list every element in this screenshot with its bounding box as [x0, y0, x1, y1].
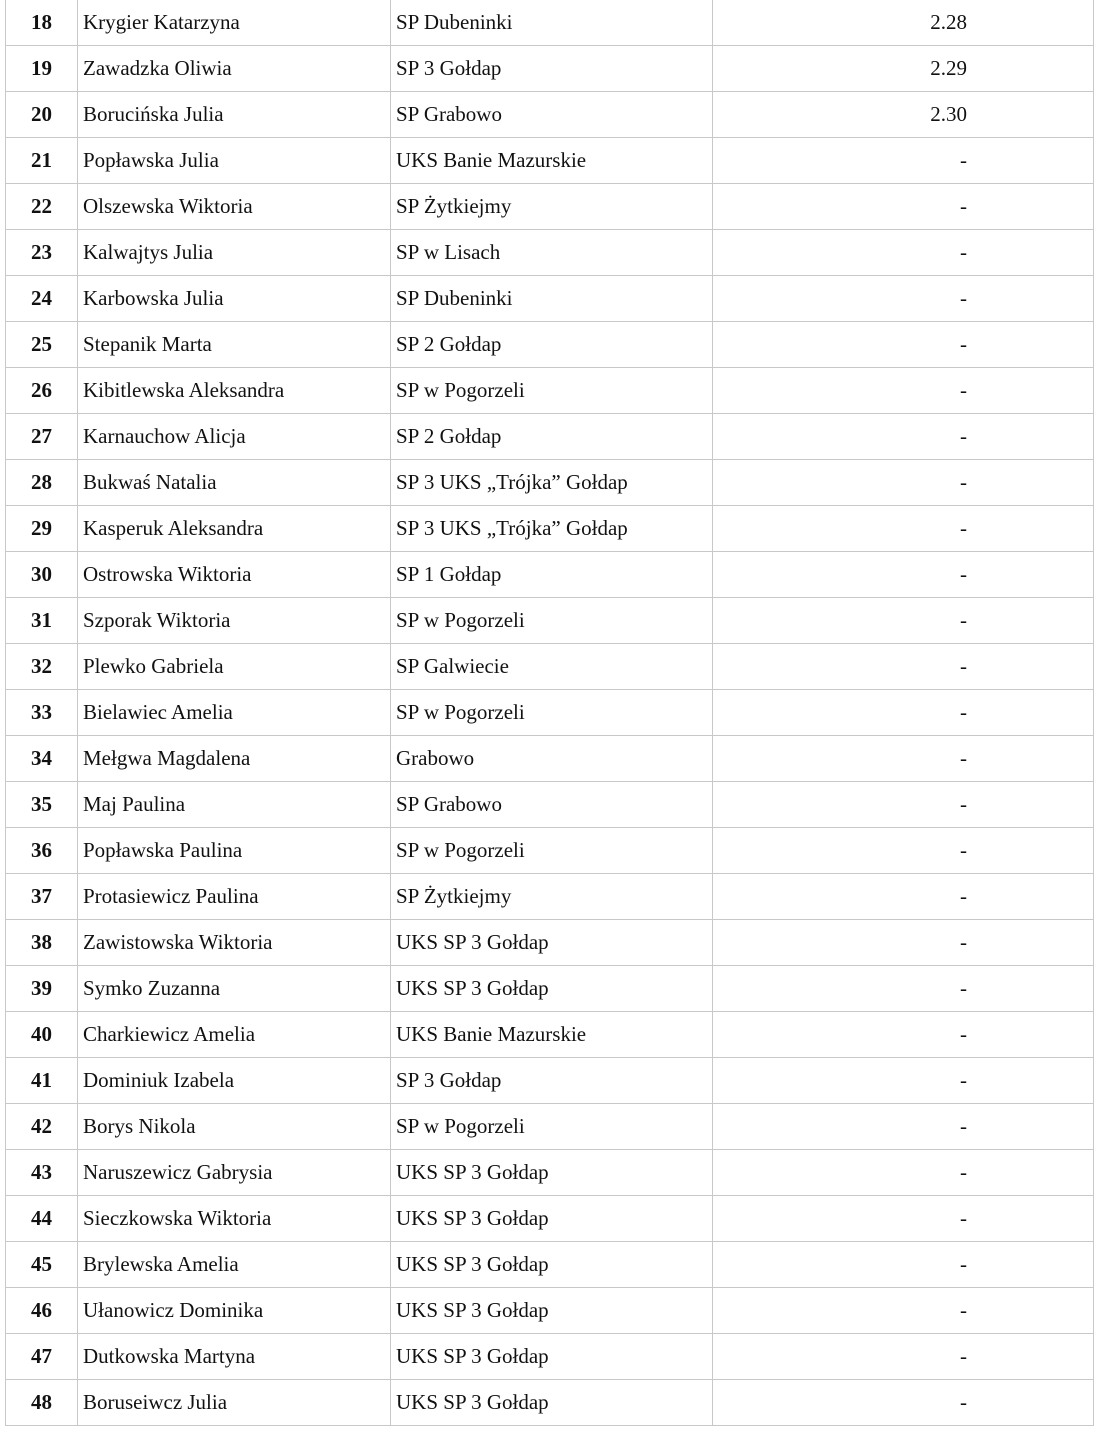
- name-cell: Dominiuk Izabela: [78, 1058, 391, 1104]
- time-cell: -: [713, 138, 1094, 184]
- name-cell: Mełgwa Magdalena: [78, 736, 391, 782]
- place-cell: 38: [6, 920, 78, 966]
- school-cell: SP Galwiecie: [391, 644, 713, 690]
- place-cell: 34: [6, 736, 78, 782]
- table-row: [6, 1150, 1094, 1196]
- time-cell: -: [713, 184, 1094, 230]
- time-cell: -: [713, 1058, 1094, 1104]
- table-row: [6, 414, 1094, 460]
- name-cell: Zawadzka Oliwia: [78, 46, 391, 92]
- place-cell: 25: [6, 322, 78, 368]
- time-cell: -: [713, 1104, 1094, 1150]
- table-row: [6, 1242, 1094, 1288]
- place-cell: 29: [6, 506, 78, 552]
- place-cell: 41: [6, 1058, 78, 1104]
- name-cell: Stepanik Marta: [78, 322, 391, 368]
- school-cell: SP Grabowo: [391, 782, 713, 828]
- time-cell: -: [713, 1150, 1094, 1196]
- school-cell: SP w Pogorzeli: [391, 368, 713, 414]
- time-cell: -: [713, 322, 1094, 368]
- school-cell: SP w Lisach: [391, 230, 713, 276]
- time-cell: -: [713, 230, 1094, 276]
- table-row: [6, 598, 1094, 644]
- school-cell: UKS SP 3 Gołdap: [391, 1380, 713, 1426]
- school-cell: SP 3 UKS „Trójka” Gołdap: [391, 460, 713, 506]
- table-row: [6, 690, 1094, 736]
- name-cell: Ostrowska Wiktoria: [78, 552, 391, 598]
- table-row: [6, 1380, 1094, 1426]
- school-cell: SP 3 UKS „Trójka” Gołdap: [391, 506, 713, 552]
- place-cell: 24: [6, 276, 78, 322]
- table-row: [6, 966, 1094, 1012]
- table-row: [6, 782, 1094, 828]
- school-cell: UKS SP 3 Gołdap: [391, 920, 713, 966]
- name-cell: Maj Paulina: [78, 782, 391, 828]
- place-cell: 26: [6, 368, 78, 414]
- place-cell: 32: [6, 644, 78, 690]
- time-cell: 2.29: [713, 46, 1094, 92]
- table-row: [6, 230, 1094, 276]
- time-cell: -: [713, 644, 1094, 690]
- time-cell: -: [713, 1196, 1094, 1242]
- time-cell: -: [713, 1380, 1094, 1426]
- table-row: [6, 644, 1094, 690]
- name-cell: Karnauchow Alicja: [78, 414, 391, 460]
- place-cell: 28: [6, 460, 78, 506]
- place-cell: 46: [6, 1288, 78, 1334]
- place-cell: 27: [6, 414, 78, 460]
- school-cell: SP Żytkiejmy: [391, 874, 713, 920]
- name-cell: Dutkowska Martyna: [78, 1334, 391, 1380]
- time-cell: -: [713, 506, 1094, 552]
- time-cell: -: [713, 414, 1094, 460]
- name-cell: Kalwajtys Julia: [78, 230, 391, 276]
- table-row: [6, 1196, 1094, 1242]
- time-cell: 2.30: [713, 92, 1094, 138]
- table-row: [6, 322, 1094, 368]
- time-cell: -: [713, 1242, 1094, 1288]
- place-cell: 39: [6, 966, 78, 1012]
- school-cell: UKS SP 3 Gołdap: [391, 966, 713, 1012]
- table-row: [6, 828, 1094, 874]
- place-cell: 42: [6, 1104, 78, 1150]
- place-cell: 45: [6, 1242, 78, 1288]
- school-cell: SP Grabowo: [391, 92, 713, 138]
- time-cell: -: [713, 828, 1094, 874]
- name-cell: Brylewska Amelia: [78, 1242, 391, 1288]
- name-cell: Protasiewicz Paulina: [78, 874, 391, 920]
- place-cell: 44: [6, 1196, 78, 1242]
- name-cell: Popławska Julia: [78, 138, 391, 184]
- place-cell: 19: [6, 46, 78, 92]
- name-cell: Popławska Paulina: [78, 828, 391, 874]
- table-row: [6, 368, 1094, 414]
- time-cell: -: [713, 368, 1094, 414]
- name-cell: Karbowska Julia: [78, 276, 391, 322]
- place-cell: 43: [6, 1150, 78, 1196]
- time-cell: -: [713, 690, 1094, 736]
- time-cell: -: [713, 966, 1094, 1012]
- table-row: [6, 92, 1094, 138]
- time-cell: -: [713, 1288, 1094, 1334]
- name-cell: Plewko Gabriela: [78, 644, 391, 690]
- place-cell: 23: [6, 230, 78, 276]
- time-cell: -: [713, 1012, 1094, 1058]
- time-cell: -: [713, 598, 1094, 644]
- time-cell: -: [713, 552, 1094, 598]
- name-cell: Boruseiwcz Julia: [78, 1380, 391, 1426]
- school-cell: UKS SP 3 Gołdap: [391, 1334, 713, 1380]
- time-cell: -: [713, 736, 1094, 782]
- name-cell: Krygier Katarzyna: [78, 0, 391, 46]
- school-cell: SP w Pogorzeli: [391, 828, 713, 874]
- place-cell: 20: [6, 92, 78, 138]
- table-row: [6, 184, 1094, 230]
- school-cell: UKS SP 3 Gołdap: [391, 1150, 713, 1196]
- school-cell: SP 1 Gołdap: [391, 552, 713, 598]
- time-cell: -: [713, 782, 1094, 828]
- name-cell: Ułanowicz Dominika: [78, 1288, 391, 1334]
- time-cell: -: [713, 460, 1094, 506]
- school-cell: SP w Pogorzeli: [391, 598, 713, 644]
- school-cell: SP w Pogorzeli: [391, 1104, 713, 1150]
- name-cell: Kasperuk Aleksandra: [78, 506, 391, 552]
- school-cell: SP Żytkiejmy: [391, 184, 713, 230]
- school-cell: SP 3 Gołdap: [391, 1058, 713, 1104]
- table-row: [6, 874, 1094, 920]
- school-cell: SP w Pogorzeli: [391, 690, 713, 736]
- school-cell: UKS Banie Mazurskie: [391, 1012, 713, 1058]
- name-cell: Charkiewicz Amelia: [78, 1012, 391, 1058]
- table-row: [6, 1104, 1094, 1150]
- name-cell: Borucińska Julia: [78, 92, 391, 138]
- table-row: [6, 1058, 1094, 1104]
- table-row: [6, 1012, 1094, 1058]
- school-cell: Grabowo: [391, 736, 713, 782]
- name-cell: Symko Zuzanna: [78, 966, 391, 1012]
- school-cell: SP 2 Gołdap: [391, 414, 713, 460]
- place-cell: 31: [6, 598, 78, 644]
- name-cell: Szporak Wiktoria: [78, 598, 391, 644]
- time-cell: -: [713, 874, 1094, 920]
- name-cell: Naruszewicz Gabrysia: [78, 1150, 391, 1196]
- place-cell: 33: [6, 690, 78, 736]
- name-cell: Bukwaś Natalia: [78, 460, 391, 506]
- name-cell: Borys Nikola: [78, 1104, 391, 1150]
- place-cell: 35: [6, 782, 78, 828]
- time-cell: -: [713, 1334, 1094, 1380]
- table-row: [6, 1288, 1094, 1334]
- table-row: [6, 506, 1094, 552]
- name-cell: Olszewska Wiktoria: [78, 184, 391, 230]
- school-cell: SP 2 Gołdap: [391, 322, 713, 368]
- school-cell: UKS SP 3 Gołdap: [391, 1288, 713, 1334]
- name-cell: Kibitlewska Aleksandra: [78, 368, 391, 414]
- results-table: [5, 0, 1094, 1426]
- place-cell: 48: [6, 1380, 78, 1426]
- school-cell: UKS Banie Mazurskie: [391, 138, 713, 184]
- results-table-body: [6, 0, 1094, 1426]
- school-cell: SP Dubeninki: [391, 276, 713, 322]
- time-cell: 2.28: [713, 0, 1094, 46]
- school-cell: SP Dubeninki: [391, 0, 713, 46]
- place-cell: 37: [6, 874, 78, 920]
- time-cell: -: [713, 276, 1094, 322]
- place-cell: 22: [6, 184, 78, 230]
- place-cell: 36: [6, 828, 78, 874]
- table-row: [6, 460, 1094, 506]
- table-row: [6, 920, 1094, 966]
- time-cell: -: [713, 920, 1094, 966]
- table-row: [6, 1334, 1094, 1380]
- place-cell: 18: [6, 0, 78, 46]
- place-cell: 40: [6, 1012, 78, 1058]
- name-cell: Bielawiec Amelia: [78, 690, 391, 736]
- school-cell: SP 3 Gołdap: [391, 46, 713, 92]
- place-cell: 47: [6, 1334, 78, 1380]
- place-cell: 21: [6, 138, 78, 184]
- place-cell: 30: [6, 552, 78, 598]
- name-cell: Sieczkowska Wiktoria: [78, 1196, 391, 1242]
- table-row: [6, 276, 1094, 322]
- table-row: [6, 0, 1094, 46]
- table-row: [6, 46, 1094, 92]
- table-row: [6, 138, 1094, 184]
- school-cell: UKS SP 3 Gołdap: [391, 1196, 713, 1242]
- name-cell: Zawistowska Wiktoria: [78, 920, 391, 966]
- school-cell: UKS SP 3 Gołdap: [391, 1242, 713, 1288]
- table-row: [6, 552, 1094, 598]
- table-row: [6, 736, 1094, 782]
